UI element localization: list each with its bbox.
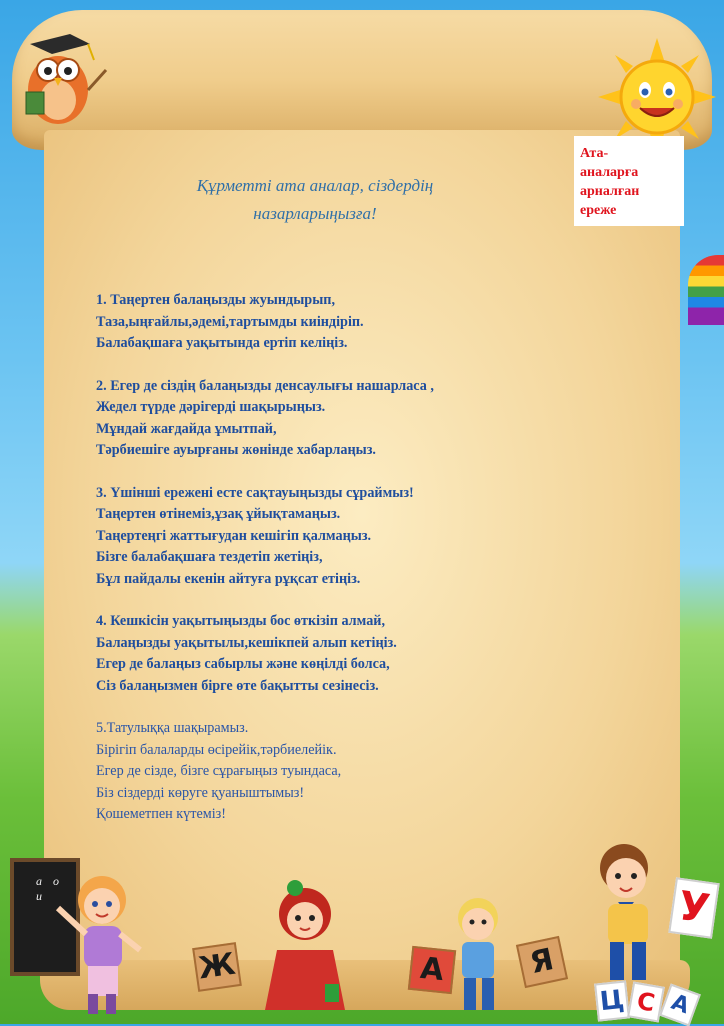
letter-block: А xyxy=(408,946,456,994)
rule-line: Бұл пайдалы екенін айтуға рұқсат етіңіз. xyxy=(96,570,361,587)
rule-line: Таза,ыңғайлы,әдемі,тартымды киіндіріп. xyxy=(96,313,364,330)
rule-line: Бізге балабақшаға тездетіп жетіңіз, xyxy=(96,549,323,565)
rule-line: Мұндай жағдайда ұмытпай, xyxy=(96,420,277,437)
rule-item xyxy=(96,611,576,697)
rule-item-last xyxy=(96,718,576,826)
page-title-line: Құрметті ата аналар, сіздердің xyxy=(196,176,434,195)
letter-card: Ц xyxy=(594,980,630,1021)
rule-line: 5.Татулыққа шақырамыз. xyxy=(96,720,249,736)
rule-item xyxy=(96,290,576,355)
rule-line: Тәрбиешіге ауырғаны жөнінде хабарлаңыз. xyxy=(96,442,376,458)
rule-line: Қошеметпен күтеміз! xyxy=(96,806,227,822)
rule-line: Бірігіп балаларды өсірейік,тәрбиелейік. xyxy=(96,741,337,758)
rule-line: Сіз балаңызмен бірге өте бақытты сезінесіз. xyxy=(96,677,379,694)
letter-card: А xyxy=(659,984,701,1026)
page-title-line: назарларыңызға! xyxy=(253,204,377,223)
side-label-line: ереже xyxy=(580,203,617,218)
rule-line: 4. Кешкісін уақытыңызды бос өткізіп алмай, xyxy=(96,613,386,629)
chalkboard-text: а о и xyxy=(36,874,63,903)
page-title xyxy=(120,172,510,228)
rule-item xyxy=(96,483,576,591)
rule-line: Балаңызды уақытылы,кешікпей алып кетіңіз. xyxy=(96,634,397,651)
side-label-line: аналарға xyxy=(580,165,639,180)
side-label-card xyxy=(574,136,684,226)
side-label-line: арналған xyxy=(580,184,640,199)
rule-line: 2. Егер де сіздің балаңызды денсаулығы нашарласа , xyxy=(96,377,434,394)
rule-line: Егер де сізде, бізге сұрағыңыз туындаса, xyxy=(96,763,342,779)
rule-line: Таңертен өтінеміз,ұзақ ұйықтамаңыз. xyxy=(96,506,341,522)
rule-line: Таңертеңгі жаттығудан кешігіп қалмаңыз. xyxy=(96,527,372,544)
rule-line: Жедел түрде дәрігерді шақырыңыз. xyxy=(96,399,326,415)
letter-block: Я xyxy=(516,936,568,988)
rule-item xyxy=(96,376,576,462)
letter-block: Ж xyxy=(192,942,242,992)
rule-line: 3. Үшінші ережені есте сақтауыңызды сұраймыз! xyxy=(96,484,414,501)
letter-card: У xyxy=(668,877,719,939)
letter-card: С xyxy=(627,981,665,1022)
rule-line: Біз сіздерді көруге қуаныштымыз! xyxy=(96,784,305,801)
side-label-line: Ата- xyxy=(580,146,609,161)
girl-at-board-illustration xyxy=(40,868,160,1018)
rule-line: Балабақшаға уақытында ертіп келіңіз. xyxy=(96,335,348,351)
owl-teacher-illustration xyxy=(10,30,110,130)
rainbow-illustration xyxy=(688,255,724,325)
rule-line: 1. Таңертен балаңызды жуындырып, xyxy=(96,292,335,308)
doll-girl-illustration xyxy=(255,880,365,1020)
rule-line: Егер де балаңыз сабырлы және көңілді болса, xyxy=(96,656,390,672)
rules-list xyxy=(96,290,576,826)
